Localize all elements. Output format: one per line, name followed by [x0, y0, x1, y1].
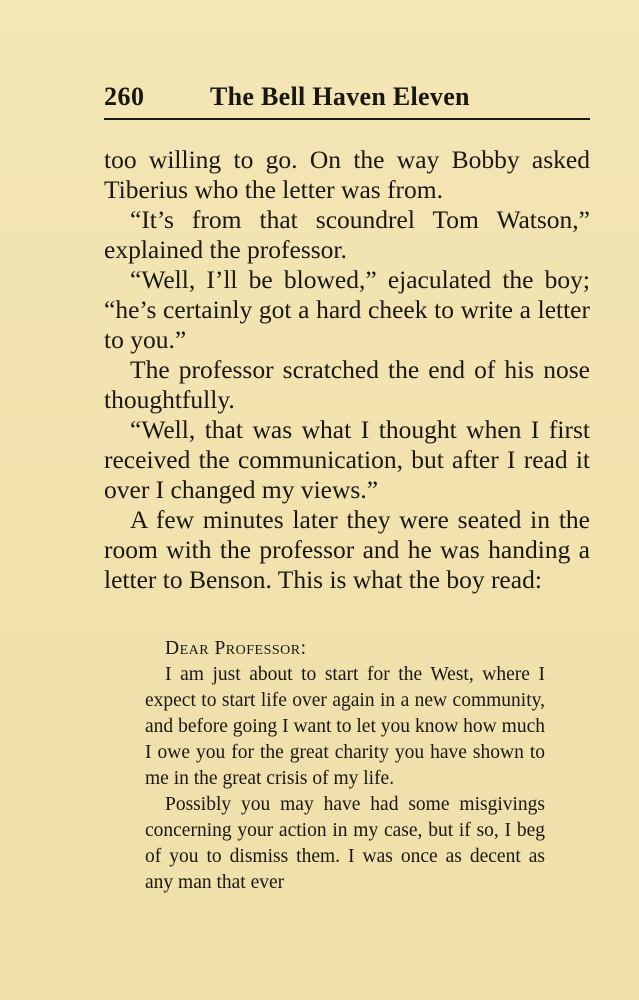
header-rule: [104, 118, 590, 120]
paragraph: A few minutes later they were seated in the room with the professor and he was handing a letter to Benson. This is what the boy read:: [104, 505, 590, 594]
paragraph: The professor scratched the end of his nose thoughtfully.: [104, 355, 590, 414]
quoted-letter: [145, 636, 545, 896]
letter-paragraph: I am just about to start for the West, where I expect to start life over again in a new community, and before going I want to let you know how much I owe you for the great charity you have shown to me in the great crisis of my life.: [145, 664, 545, 789]
paragraph: “Well, that was what I thought when I first received the communication, but after I read it over I changed my views.”: [104, 415, 590, 504]
letter-salutation: Dear Professor:: [165, 638, 307, 659]
paragraph: too willing to go. On the way Bobby asked Tiberius who the letter was from.: [104, 145, 590, 204]
paragraph: “It’s from that scoundrel Tom Watson,” explained the professor.: [104, 205, 590, 264]
running-title: The Bell Haven Eleven: [210, 82, 470, 111]
page-header: [104, 78, 590, 112]
letter-paragraph: Possibly you may have had some misgivings concerning your action in my case, but if so, I beg of you to dismiss them. I was once as decent as any man that ever: [145, 794, 545, 893]
body-text: [104, 145, 590, 595]
paragraph: “Well, I’ll be blowed,” ejaculated the boy; “he’s certainly got a hard cheek to write a letter to you.”: [104, 265, 590, 354]
page-number: 260: [104, 82, 145, 111]
